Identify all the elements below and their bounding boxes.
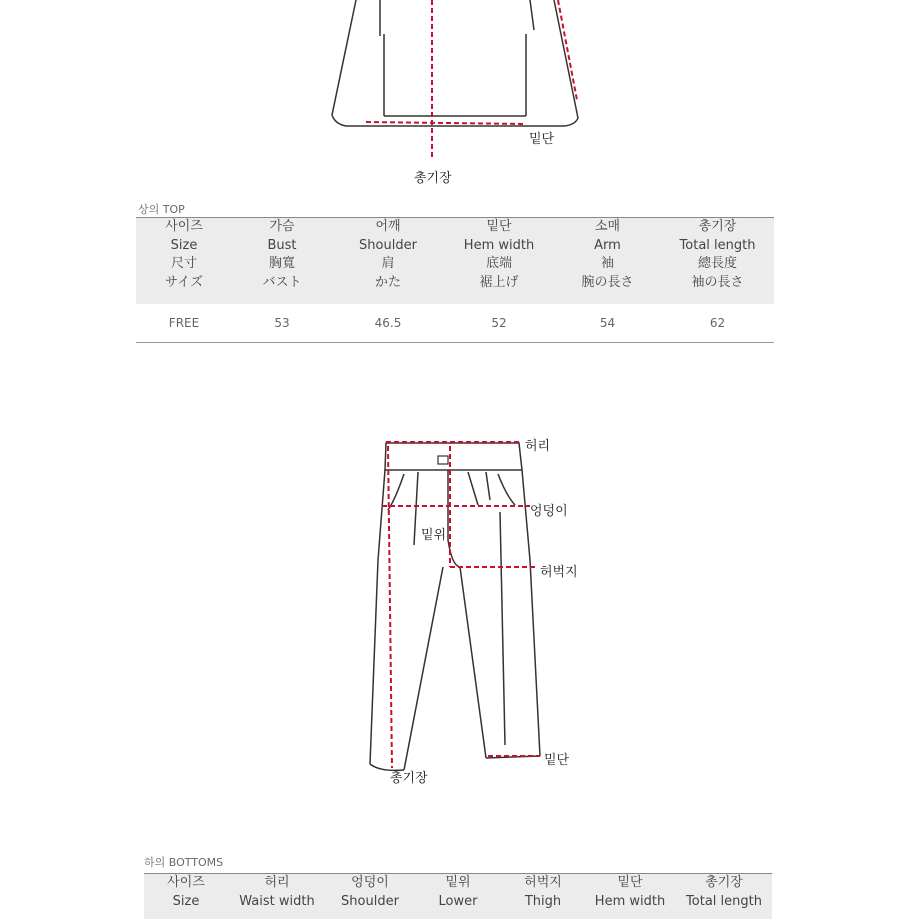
top-header-text: 胸寬 <box>268 256 295 271</box>
pants-pleat-2 <box>486 472 490 500</box>
top-header-text: 가슴 <box>269 219 295 234</box>
hip-label: 엉덩이 <box>530 504 568 519</box>
top-header-text: 袖 <box>600 256 614 271</box>
bottom-header-text: Total length <box>686 893 762 909</box>
top-header-text: 尺寸 <box>170 256 197 271</box>
pants-left-pocket <box>388 474 404 510</box>
pants-right-pocket <box>498 474 515 505</box>
top-header-text: Arm <box>594 237 621 253</box>
pants-pleat-1 <box>468 472 478 505</box>
bottom-section-title: 하의 BOTTOMS <box>144 856 224 869</box>
top-header-text: Bust <box>267 237 297 253</box>
top-header-text: サイズ <box>165 274 203 290</box>
bottom-header-text: Shoulder <box>341 893 399 909</box>
top-hem-label: 밑단 <box>529 132 555 147</box>
top-header-text: 袖の長さ <box>691 274 744 290</box>
top-header-text: Hem width <box>463 237 535 253</box>
pants-front-crease-right <box>500 512 505 745</box>
top-header-text: かた <box>374 274 401 290</box>
top-cell: 46.5 <box>374 315 402 330</box>
top-header-text: 어깨 <box>375 219 401 234</box>
top-cell: 62 <box>709 315 726 330</box>
top-header-text: 腕の長さ <box>581 274 634 290</box>
bottom-header-text: Thigh <box>524 893 562 909</box>
total-length-label: 총기장 <box>390 771 428 786</box>
bottom-header-text: Lower <box>438 893 478 909</box>
top-header-text: 사이즈 <box>165 219 203 234</box>
bottom-header-text: Hem width <box>594 893 666 909</box>
bottom-header-text: 밑위 <box>445 875 471 890</box>
pants-left-inner-seam <box>404 567 443 770</box>
top-header-text: 총기장 <box>698 219 737 234</box>
top-cell: 52 <box>491 315 507 330</box>
top-section-title: 상의 TOP <box>138 203 185 216</box>
top-header-text: Shoulder <box>359 237 417 253</box>
pants-waistband <box>385 443 522 470</box>
top-header-text: Total length <box>679 237 756 253</box>
top-header-text: 肩 <box>381 256 395 271</box>
pants-left-outer-seam <box>370 470 385 764</box>
pants-right-inner-seam <box>460 567 486 758</box>
top-cell: 53 <box>274 315 290 330</box>
total-length-measure-line <box>388 446 392 768</box>
top-header-text: Size <box>170 237 198 253</box>
top-header-text: 總長度 <box>697 256 737 271</box>
rise-label: 밑위 <box>421 528 447 543</box>
top-header-text: バスト <box>262 274 302 290</box>
waist-label: 허리 <box>525 439 551 454</box>
bottom-header-text: 밑단 <box>617 875 643 890</box>
top-cell: 54 <box>599 315 616 330</box>
top-header-text: 밑단 <box>486 219 512 234</box>
thigh-label: 허벅지 <box>540 565 578 580</box>
hem-label: 밑단 <box>544 753 570 768</box>
pants-front-crease-left <box>414 472 418 545</box>
bottom-header-text: 총기장 <box>705 875 743 890</box>
bottom-header-text: 사이즈 <box>167 875 205 890</box>
top-cell: FREE <box>168 315 200 330</box>
bottom-header-text: Size <box>172 893 200 909</box>
bottom-header-text: 허벅지 <box>524 875 562 890</box>
bottom-header-text: 허리 <box>264 875 290 890</box>
bottom-header-text: Waist width <box>239 893 315 909</box>
top-header-text: 裾上げ <box>479 274 519 290</box>
pants-button-icon <box>438 456 448 464</box>
top-header-text: 소매 <box>594 219 621 234</box>
top-total-length-label: 총기장 <box>414 171 452 186</box>
bottom-header-text: 엉덩이 <box>351 875 389 890</box>
top-header-text: 底端 <box>485 256 512 271</box>
